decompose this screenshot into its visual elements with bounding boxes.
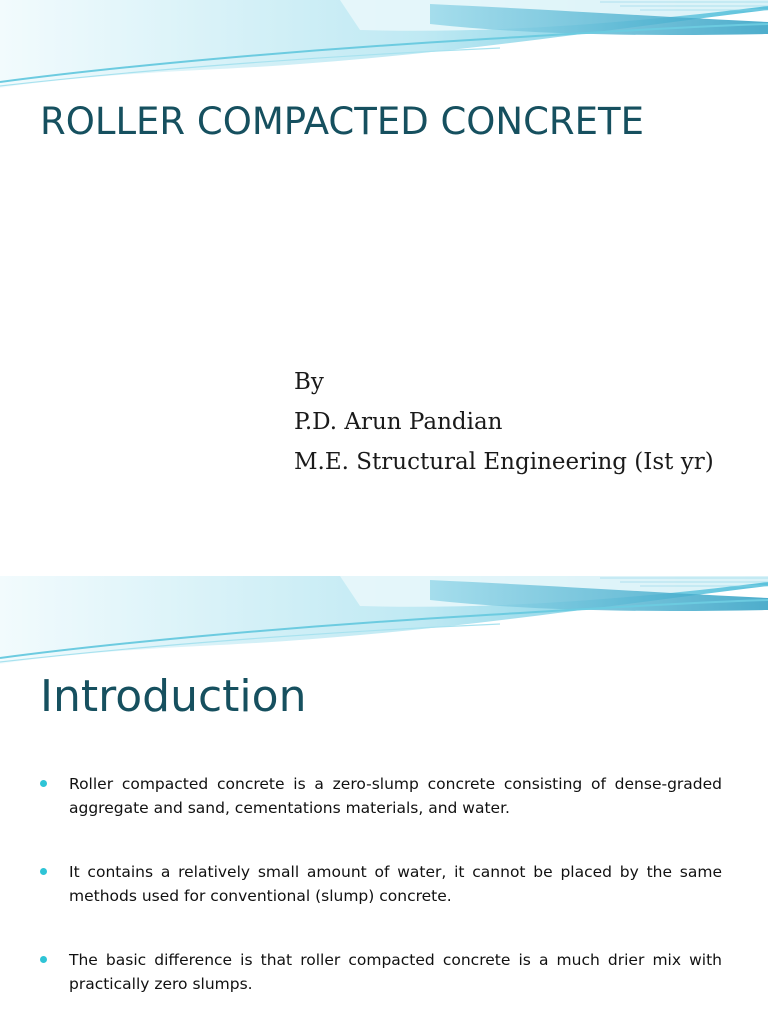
wave-banner-decoration [0, 576, 768, 666]
bullet-text: It contains a relatively small amount of water, it cannot be placed by the same methods used for conventional (slump) concrete. [69, 863, 722, 905]
byline-author: P.D. Arun Pandian [294, 409, 503, 435]
wave-banner-decoration [0, 0, 768, 90]
introduction-slide [0, 576, 768, 1024]
bullet-list [40, 772, 722, 1024]
bullet-text: Roller compacted concrete is a zero-slump concrete consisting of dense-graded aggregate and sand, cementations materials, and water. [69, 775, 722, 817]
author-byline [294, 362, 714, 482]
byline-course: M.E. Structural Engineering (Ist yr) [294, 449, 714, 475]
bullet-item [40, 860, 722, 908]
slide-title: ROLLER COMPACTED CONCRETE [40, 100, 644, 143]
bullet-item [40, 948, 722, 996]
bullet-text: The basic difference is that roller compacted concrete is a much drier mix with practically zero slumps. [69, 951, 722, 993]
bullet-dot-icon [40, 956, 47, 963]
bullet-dot-icon [40, 868, 47, 875]
slide-title: Introduction [40, 671, 307, 722]
bullet-dot-icon [40, 780, 47, 787]
bullet-item [40, 772, 722, 820]
byline-by: By [294, 369, 324, 395]
